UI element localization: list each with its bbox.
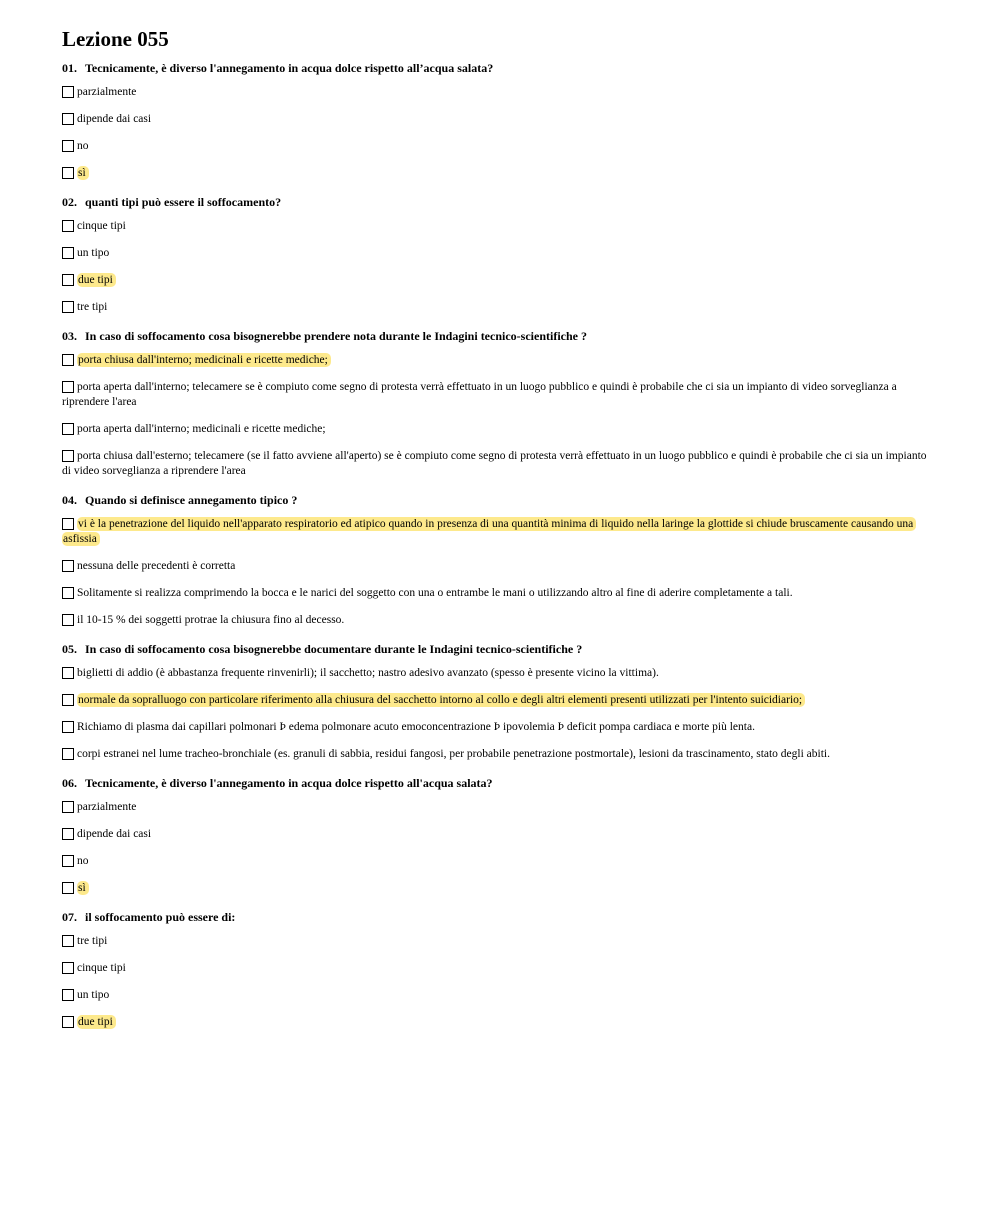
- checkbox-icon[interactable]: [62, 301, 74, 313]
- answer-text-highlighted: sì: [77, 881, 89, 895]
- checkbox-icon[interactable]: [62, 587, 74, 599]
- answer-text: Solitamente si realizza comprimendo la bocca e le narici del soggetto con una o entrambe le mani o utilizzando altro al fine di aderire completamente a tali.: [77, 587, 793, 599]
- answer-text-highlighted: due tipi: [77, 1015, 116, 1029]
- question-text: In caso di soffocamento cosa bisognerebbe documentare durante le Indagini tecnico-scientifiche ?: [85, 642, 583, 656]
- checkbox-icon[interactable]: [62, 667, 74, 679]
- answer-text: dipende dai casi: [77, 828, 152, 840]
- checkbox-icon[interactable]: [62, 962, 74, 974]
- answer-text: porta aperta dall'interno; medicinali e ricette mediche;: [77, 423, 326, 435]
- answer-text: no: [77, 140, 89, 152]
- answer-option: [62, 246, 928, 261]
- checkbox-icon[interactable]: [62, 381, 74, 393]
- answer-text: nessuna delle precedenti è corretta: [77, 560, 236, 572]
- checkbox-icon[interactable]: [62, 1016, 74, 1028]
- checkbox-icon[interactable]: [62, 748, 74, 760]
- checkbox-icon[interactable]: [62, 450, 74, 462]
- answer-text: Richiamo di plasma dai capillari polmonari Þ edema polmonare acuto emoconcentrazione Þ ipovolemia Þ deficit pompa cardiaca e morte più lenta.: [77, 721, 755, 733]
- question-number: 02.: [62, 195, 77, 209]
- checkbox-icon[interactable]: [62, 247, 74, 259]
- page-title: Lezione 055: [62, 27, 169, 51]
- question-block: [62, 329, 1000, 479]
- answer-option: [62, 559, 928, 574]
- answer-text: il 10-15 % dei soggetti protrae la chiusura fino al decesso.: [77, 614, 345, 626]
- answer-option: [62, 273, 928, 288]
- answer-text: tre tipi: [77, 935, 108, 947]
- answer-option: [62, 449, 928, 479]
- answer-text: cinque tipi: [77, 962, 126, 974]
- answer-text-highlighted: normale da sopralluogo con particolare riferimento alla chiusura del sacchetto intorno al collo e degli altri elementi presenti utilizzati per l'intento suicidiario;: [77, 693, 805, 707]
- answer-text: biglietti di addio (è abbastanza frequente rinvenirli); il sacchetto; nastro adesivo avanzato (spesso è presente vicino la vittima).: [77, 667, 659, 679]
- checkbox-icon[interactable]: [62, 989, 74, 1001]
- checkbox-icon[interactable]: [62, 560, 74, 572]
- checkbox-icon[interactable]: [62, 140, 74, 152]
- question-text: In caso di soffocamento cosa bisognerebbe prendere nota durante le Indagini tecnico-scientifiche ?: [85, 329, 587, 343]
- answer-text-highlighted: porta chiusa dall'interno; medicinali e ricette mediche;: [77, 353, 331, 367]
- checkbox-icon[interactable]: [62, 721, 74, 733]
- answer-option: [62, 353, 928, 368]
- answer-text: no: [77, 855, 89, 867]
- answer-text-highlighted: vi è la penetrazione del liquido nell'apparato respiratorio ed atipico quando in presenza di una quantità minima di liquido nella laringe la glottide si chiude bruscamente causando una asfissia: [62, 517, 916, 546]
- answer-text: parzialmente: [77, 86, 137, 98]
- question-heading: [62, 910, 1000, 924]
- question-number: 01.: [62, 61, 77, 75]
- question-heading: [62, 493, 1000, 507]
- checkbox-icon[interactable]: [62, 855, 74, 867]
- checkbox-icon[interactable]: [62, 274, 74, 286]
- answer-text: corpi estranei nel lume tracheo-bronchiale (es. granuli di sabbia, residui fangosi, per probabile penetrazione postmortale), lesioni da trascinamento, stato degli abiti.: [77, 748, 830, 760]
- answer-option: [62, 961, 928, 976]
- answer-option: [62, 219, 928, 234]
- checkbox-icon[interactable]: [62, 828, 74, 840]
- answer-text: tre tipi: [77, 301, 108, 313]
- answer-text-highlighted: sì: [77, 166, 89, 180]
- checkbox-icon[interactable]: [62, 935, 74, 947]
- checkbox-icon[interactable]: [62, 882, 74, 894]
- answer-text: porta chiusa dall'esterno; telecamere (se il fatto avviene all'aperto) se è compiuto come segno di protesta verrà effettuato in un luogo pubblico e quindi è probabile che ci sia un impianto di video sorveglianza a riprendere l'area: [62, 450, 927, 477]
- answer-text: un tipo: [77, 989, 110, 1001]
- question-number: 03.: [62, 329, 77, 343]
- answer-text: porta aperta dall'interno; telecamere se è compiuto come segno di protesta verrà effettuato in un luogo pubblico e quindi è probabile che ci sia un impianto di video sorveglianza a riprendere l'area: [62, 381, 897, 408]
- question-block: [62, 642, 1000, 762]
- question-heading: [62, 61, 1000, 75]
- question-heading: [62, 776, 1000, 790]
- question-text: Tecnicamente, è diverso l'annegamento in acqua dolce rispetto all'acqua salata?: [85, 776, 493, 790]
- answer-option: [62, 934, 928, 949]
- answer-option: [62, 827, 928, 842]
- answer-option: [62, 586, 928, 601]
- question-number: 07.: [62, 910, 77, 924]
- answer-text: parzialmente: [77, 801, 137, 813]
- answer-option: [62, 800, 928, 815]
- answer-option: [62, 422, 928, 437]
- question-number: 04.: [62, 493, 77, 507]
- answer-option: [62, 517, 928, 547]
- answer-option: [62, 380, 928, 410]
- answer-option: [62, 139, 928, 154]
- answer-text: un tipo: [77, 247, 110, 259]
- checkbox-icon[interactable]: [62, 354, 74, 366]
- answer-option: [62, 300, 928, 315]
- checkbox-icon[interactable]: [62, 614, 74, 626]
- question-number: 06.: [62, 776, 77, 790]
- question-block: [62, 493, 1000, 628]
- question-block: [62, 776, 1000, 896]
- checkbox-icon[interactable]: [62, 220, 74, 232]
- checkbox-icon[interactable]: [62, 113, 74, 125]
- question-list: [62, 61, 1000, 1030]
- question-text: Tecnicamente, è diverso l'annegamento in acqua dolce rispetto all’acqua salata?: [85, 61, 494, 75]
- answer-option: [62, 881, 928, 896]
- checkbox-icon[interactable]: [62, 423, 74, 435]
- question-text: quanti tipi può essere il soffocamento?: [85, 195, 282, 209]
- question-block: [62, 910, 1000, 1030]
- question-text: il soffocamento può essere di:: [85, 910, 236, 924]
- answer-option: [62, 720, 928, 735]
- checkbox-icon[interactable]: [62, 694, 74, 706]
- checkbox-icon[interactable]: [62, 801, 74, 813]
- answer-text: cinque tipi: [77, 220, 126, 232]
- answer-option: [62, 613, 928, 628]
- answer-option: [62, 747, 928, 762]
- checkbox-icon[interactable]: [62, 86, 74, 98]
- question-heading: [62, 195, 1000, 209]
- question-text: Quando si definisce annegamento tipico ?: [85, 493, 298, 507]
- answer-option: [62, 693, 928, 708]
- answer-option: [62, 988, 928, 1003]
- answer-option: [62, 1015, 928, 1030]
- question-heading: [62, 642, 1000, 656]
- answer-text: dipende dai casi: [77, 113, 152, 125]
- checkbox-icon[interactable]: [62, 518, 74, 530]
- answer-option: [62, 666, 928, 681]
- question-block: [62, 61, 1000, 181]
- answer-text-highlighted: due tipi: [77, 273, 116, 287]
- answer-option: [62, 85, 928, 100]
- question-number: 05.: [62, 642, 77, 656]
- answer-option: [62, 854, 928, 869]
- question-block: [62, 195, 1000, 315]
- checkbox-icon[interactable]: [62, 167, 74, 179]
- answer-option: [62, 112, 928, 127]
- question-heading: [62, 329, 1000, 343]
- answer-option: [62, 166, 928, 181]
